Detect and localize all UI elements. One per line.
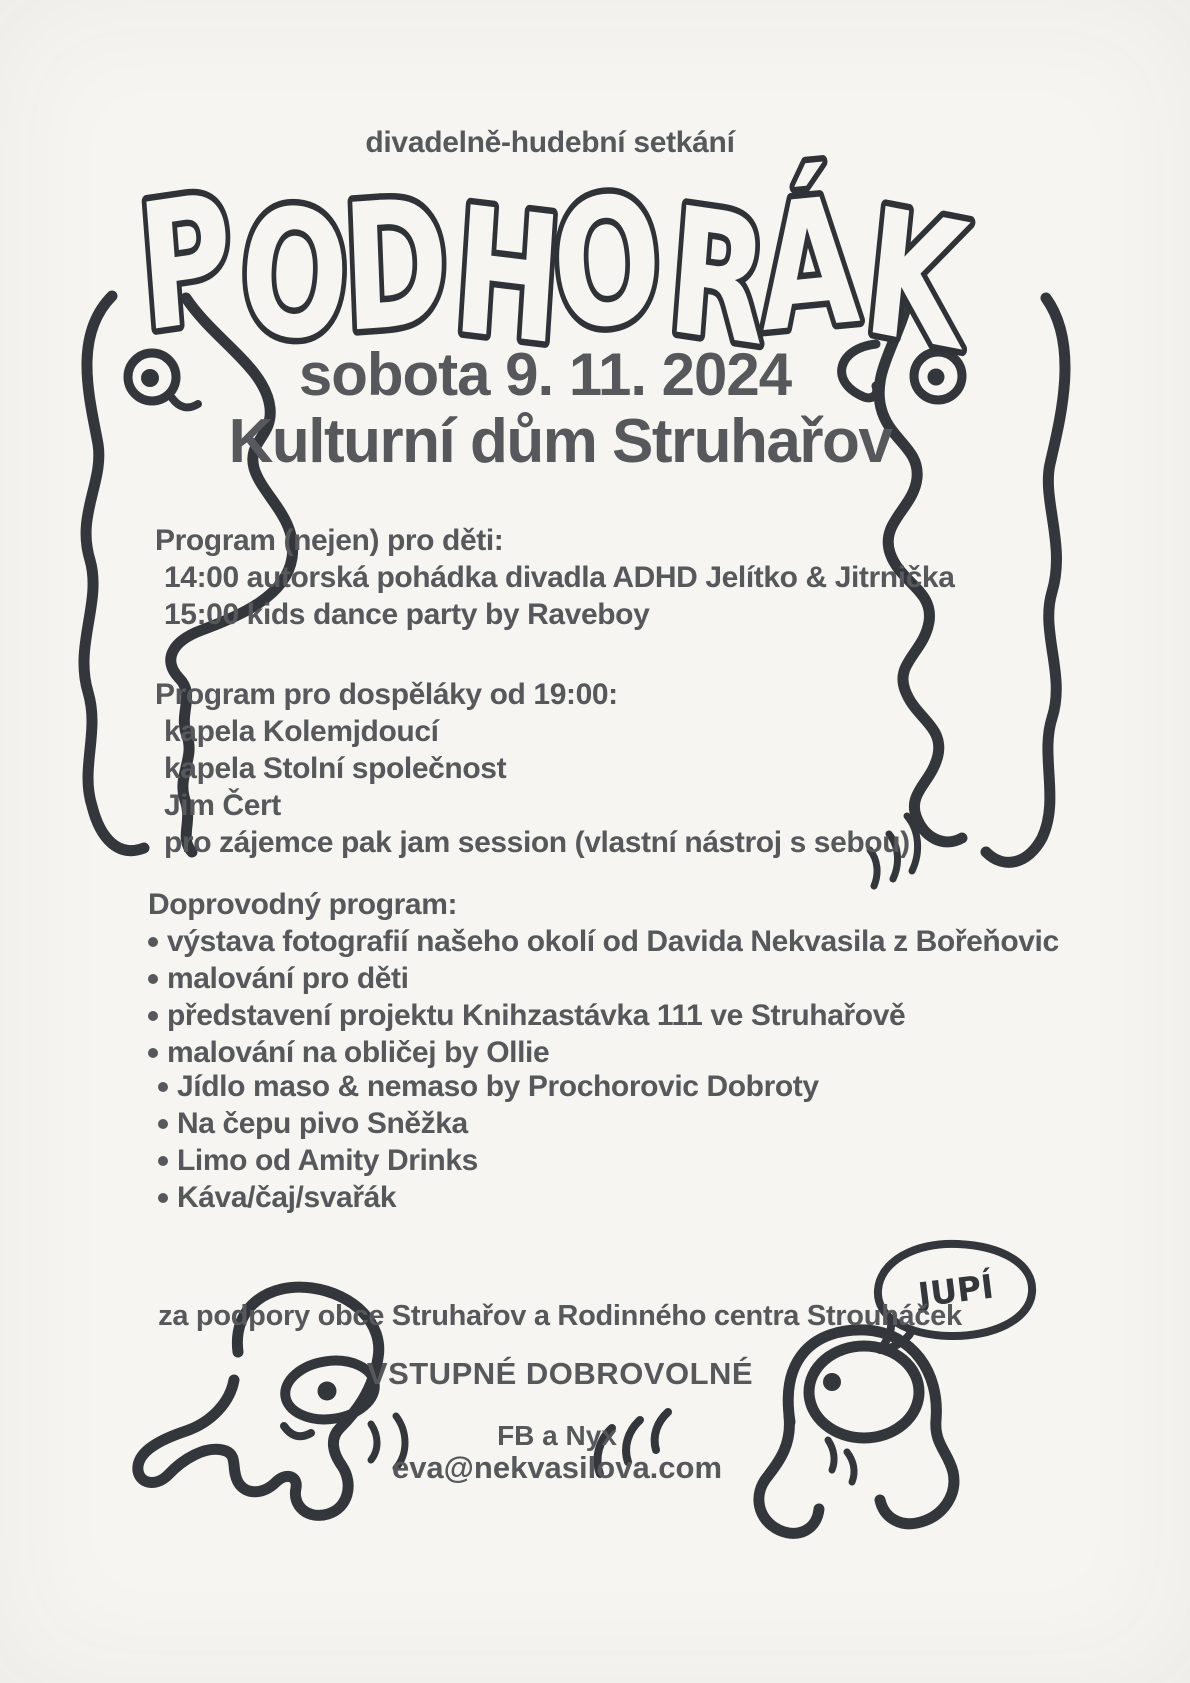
list-item-text: Káva/čaj/svařák (177, 1181, 397, 1214)
list-item (148, 997, 1059, 1034)
list-item (158, 1105, 819, 1142)
support-credit: za podpory obce Struhařov a Rodinného centra Strouháček (158, 1300, 962, 1332)
bullet-dot (148, 974, 158, 984)
list-item-text: Na čepu pivo Sněžka (177, 1107, 468, 1140)
list-item (148, 923, 1059, 960)
event-venue: Kulturní dům Struhařov (228, 407, 892, 476)
speech-bubble-text: JUPÍ (915, 1266, 996, 1315)
accompanying-program-section (148, 886, 1059, 1071)
contact-social: FB a Nyx (497, 1420, 617, 1451)
section-heading: Doprovodný program: (148, 888, 458, 921)
bullet-dot (148, 1048, 158, 1058)
list-item (158, 1068, 819, 1105)
program-item: 14:00 autorská pohádka divadla ADHD Jelítko & Jitrnička (164, 561, 955, 594)
program-item: Jim Čert (164, 789, 281, 822)
event-date: sobota 9. 11. 2024 (298, 341, 792, 408)
adult-program-section (155, 676, 910, 861)
bullet-dot (158, 1156, 168, 1166)
admission-note: VSTUPNÉ DOBROVOLNÉ (366, 1356, 754, 1391)
section-heading: Program (nejen) pro děti: (155, 524, 504, 557)
list-item (148, 1034, 1059, 1071)
list-item-text: malování pro děti (167, 962, 409, 995)
list-item-text: Jídlo maso & nemaso by Prochorovic Dobroty (177, 1070, 819, 1103)
poster-subtitle: divadelně-hudební setkání (365, 126, 735, 159)
kids-program-section (155, 522, 955, 633)
list-item-text: malování na obličej by Ollie (167, 1036, 550, 1069)
list-item-text: výstava fotografií našeho okolí od Davida Nekvasila z Bořeňovic (167, 925, 1059, 958)
program-item: kapela Stolní společnost (164, 752, 507, 785)
list-item (148, 960, 1059, 997)
bullet-dot (148, 1011, 158, 1021)
list-item (158, 1142, 819, 1179)
bullet-dot (158, 1119, 168, 1129)
program-item: 15:00 kids dance party by Raveboy (164, 598, 650, 631)
list-item (158, 1179, 819, 1216)
poster-title: PODHORÁK (127, 156, 1018, 391)
program-item: kapela Kolemjdoucí (164, 715, 439, 748)
program-item: pro zájemce pak jam session (vlastní nástroj s sebou) (164, 826, 910, 859)
list-item-text: Limo od Amity Drinks (177, 1144, 478, 1177)
bullet-dot (158, 1193, 168, 1203)
section-heading: Program pro dospěláky od 19:00: (155, 678, 618, 711)
bullet-dot (148, 937, 158, 947)
bullet-dot (158, 1082, 168, 1092)
contact-email: eva@nekvasilova.com (391, 1450, 723, 1485)
list-item-text: představení projektu Knihzastávka 111 ve Struhařově (167, 999, 906, 1032)
refreshments-section (158, 1068, 819, 1216)
